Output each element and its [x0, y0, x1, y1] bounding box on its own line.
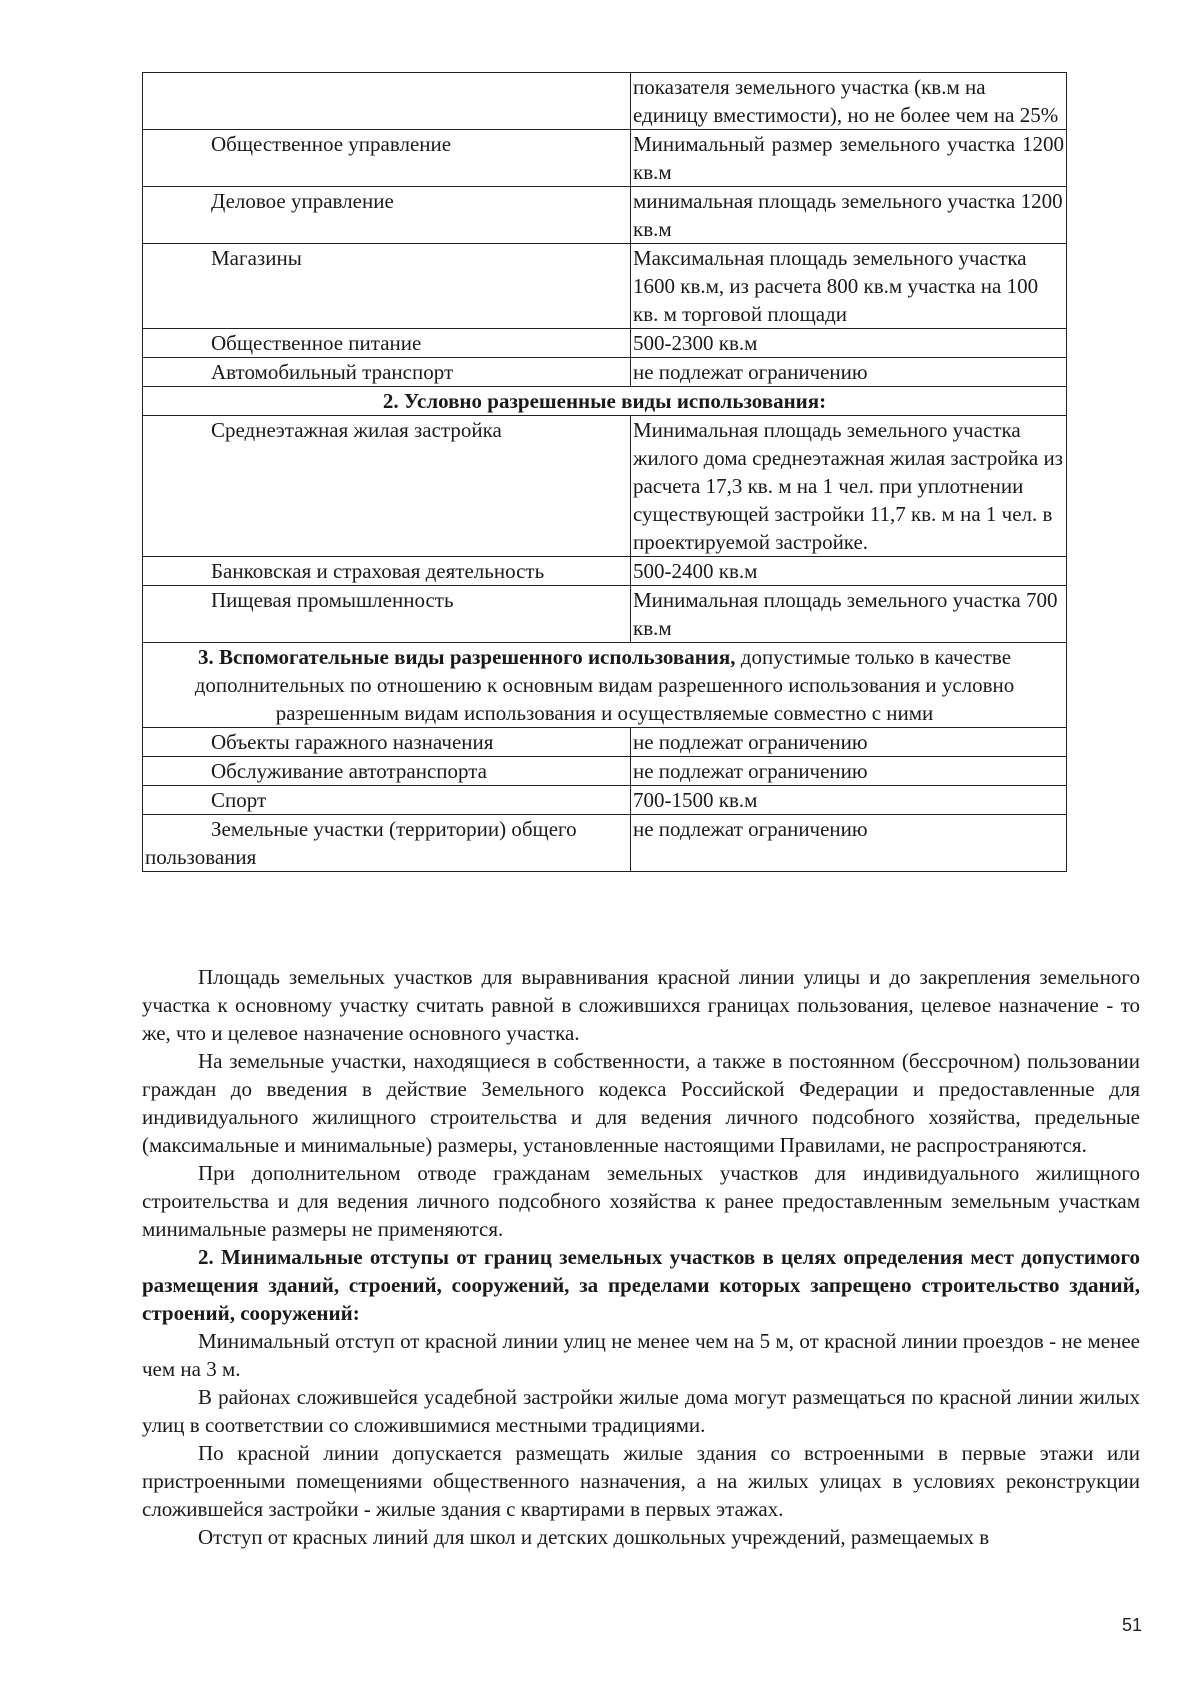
use-name-cell: Автомобильный транспорт — [143, 358, 631, 387]
use-value-cell: Минимальная площадь земельного участка 700 кв.м — [631, 586, 1067, 643]
table-row — [143, 358, 1067, 387]
use-value-cell: 700-1500 кв.м — [631, 786, 1067, 815]
table-row — [143, 728, 1067, 757]
section-3-title-bold: 3. Вспомогательные виды разрешенного использования, — [197, 645, 736, 669]
use-name-cell: Деловое управление — [143, 187, 631, 244]
use-value-cell: 500-2400 кв.м — [631, 557, 1067, 586]
table-row — [143, 329, 1067, 358]
table-row — [143, 130, 1067, 187]
use-name-cell: Объекты гаражного назначения — [143, 728, 631, 757]
paragraph: При дополнительном отводе гражданам земельных участков для индивидуального жилищного строительства и для ведения личного подсобного хозяйства к ранее предоставленным земельным участкам минимальные размеры не применяются. — [142, 1161, 1140, 1241]
paragraph: В районах сложившейся усадебной застройки жилые дома могут размещаться по красной линии жилых улиц в соответствии со сложившимися местными традициями. — [142, 1385, 1140, 1437]
use-value-cell: не подлежат ограничению — [631, 757, 1067, 786]
paragraph: Отступ от красных линий для школ и детских дошкольных учреждений, размещаемых в — [198, 1525, 990, 1549]
use-value-cell: Минимальная площадь земельного участка жилого дома среднеэтажная жилая застройка из расчета 17,3 кв. м на 1 чел. при уплотнении существующей застройки 11,7 кв. м на 1 чел. в проектируемой застройке. — [631, 416, 1067, 557]
use-name-cell: Общественное питание — [143, 329, 631, 358]
paragraph: По красной линии допускается размещать жилые здания со встроенными в первые этажи или пристроенными помещениями общественного назначения, а на жилых улицах в условиях реконструкции сложившейся застройки - жилые здания с квартирами в первых этажах. — [142, 1441, 1140, 1521]
section-3-title-rest: допустимые только в качестве дополнительных по отношению к основным видам разрешенного использования и условно разрешенным видам использования и осуществляемые совместно с ними — [194, 645, 1015, 725]
use-value-cell: показателя земельного участка (кв.м на единицу вместимости), но не более чем на 25% — [631, 73, 1067, 130]
use-name-cell: Спорт — [143, 786, 631, 815]
body-text — [142, 963, 1140, 1551]
use-name-cell: Среднеэтажная жилая застройка — [143, 416, 631, 557]
table-row — [143, 416, 1067, 557]
use-value-cell: не подлежат ограничению — [631, 815, 1067, 872]
use-value-cell: минимальная площадь земельного участка 1200 кв.м — [631, 187, 1067, 244]
use-name-cell: Магазины — [143, 244, 631, 329]
use-value-cell: не подлежат ограничению — [631, 728, 1067, 757]
section-2-title: 2. Условно разрешенные виды использования: — [143, 387, 1067, 416]
table-row — [143, 586, 1067, 643]
table-row — [143, 73, 1067, 130]
page-number: 51 — [1121, 1615, 1142, 1635]
use-name-cell: Обслуживание автотранспорта — [143, 757, 631, 786]
use-value-cell: не подлежат ограничению — [631, 358, 1067, 387]
table-row — [143, 244, 1067, 329]
use-value-cell: Максимальная площадь земельного участка 1600 кв.м, из расчета 800 кв.м участка на 100 кв. м торговой площади — [631, 244, 1067, 329]
land-use-table — [142, 72, 1067, 872]
use-name-cell: Общественное управление — [143, 130, 631, 187]
table-row — [143, 757, 1067, 786]
use-name-cell: Пищевая промышленность — [143, 586, 631, 643]
section-heading: 2. Минимальные отступы от границ земельных участков в целях определения мест допустимого размещения зданий, строений, сооружений, за пределами которых запрещено строительство зданий, строений, сооружений: — [142, 1245, 1140, 1325]
paragraph: Площадь земельных участков для выравнивания красной линии улицы и до закрепления земельного участка к основному участку считать равной в сложившихся границах пользования, целевое назначение - то же, что и целевое назначение основного участка. — [142, 965, 1140, 1045]
use-value-cell: 500-2300 кв.м — [631, 329, 1067, 358]
section-header-row — [143, 643, 1067, 728]
section-3-title — [143, 643, 1067, 728]
use-name-cell: Земельные участки (территории) общего пользования — [143, 815, 631, 872]
use-name-cell: Банковская и страховая деятельность — [143, 557, 631, 586]
table-row — [143, 786, 1067, 815]
paragraph: На земельные участки, находящиеся в собственности, а также в постоянном (бессрочном) пользовании граждан до введения в действие Земельного кодекса Российской Федерации и предоставленные для индивидуального жилищного строительства и для ведения личного подсобного хозяйства, предельные (максимальные и минимальные) размеры, установленные настоящими Правилами, не распространяются. — [142, 1049, 1140, 1157]
table-row — [143, 815, 1067, 872]
paragraph: Минимальный отступ от красной линии улиц не менее чем на 5 м, от красной линии проездов - не менее чем на 3 м. — [142, 1329, 1140, 1381]
table-row — [143, 187, 1067, 244]
use-name-cell — [143, 73, 631, 130]
use-value-cell: Минимальный размер земельного участка 1200 кв.м — [631, 130, 1067, 187]
table-row — [143, 557, 1067, 586]
section-header-row — [143, 387, 1067, 416]
